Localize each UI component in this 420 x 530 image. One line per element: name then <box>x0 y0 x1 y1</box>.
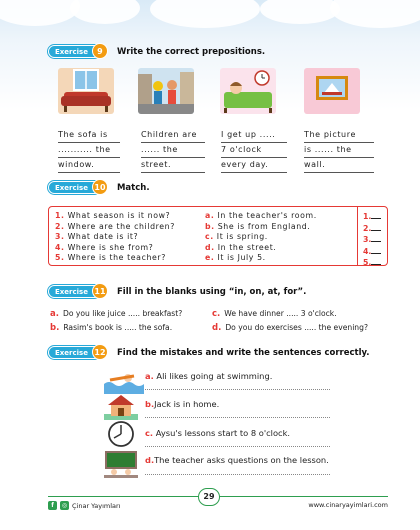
list-item: d. In the street. <box>205 242 277 252</box>
sentence-line: window. <box>58 159 120 173</box>
house-picture <box>104 392 138 420</box>
sentence-block <box>221 129 287 174</box>
exercise-11-header <box>48 285 306 298</box>
answer-blank[interactable]: 1. <box>363 211 387 223</box>
girl-waking-up-picture <box>220 68 276 114</box>
exercise-9-header <box>48 45 265 58</box>
exercise-number: 12 <box>92 344 108 360</box>
answer-line[interactable] <box>145 417 330 418</box>
cloud-decoration <box>70 0 140 24</box>
answer-blanks <box>357 207 387 265</box>
fill-item: d. Do you do exercises ..... the evening? <box>212 323 368 333</box>
sentence-line: street. <box>141 159 205 173</box>
sentence-line: ........... the <box>58 144 120 158</box>
sentence-line: ...... the <box>141 144 205 158</box>
exercise-title: Write the correct prepositions. <box>116 46 266 57</box>
exercise-12-header <box>48 346 369 359</box>
list-item: e. It is July 5. <box>205 253 266 262</box>
cloud-decoration <box>0 0 80 26</box>
question-list <box>55 211 175 264</box>
answer-line[interactable] <box>145 474 330 475</box>
sentence-block <box>304 129 374 174</box>
mistake-sentence: b.Jack is in home. <box>145 399 220 409</box>
sentence-line: I get up ..... <box>221 129 287 143</box>
list-item: 3. What date is it? <box>55 232 139 241</box>
answer-blank[interactable]: 5. <box>363 257 387 269</box>
sentence-line: is ...... the <box>304 144 374 158</box>
classroom-picture <box>104 450 138 478</box>
exercise-number: 9 <box>92 43 108 59</box>
exercise-badge: Exercise 9 <box>48 45 101 58</box>
sentence-block <box>58 129 120 174</box>
mistake-sentence: c. Aysu's lessons start to 8 o'clock. <box>145 428 291 438</box>
exercise-badge: Exercise 11 <box>48 285 101 298</box>
page-number: 29 <box>198 488 220 506</box>
answer-blank[interactable]: 4. <box>363 246 387 258</box>
fill-item: b. Rasim's book is ..... the sofa. <box>50 323 173 333</box>
exercise-10-header <box>48 181 150 194</box>
exercise-number: 11 <box>92 283 108 299</box>
sentence-line: every day. <box>221 159 287 173</box>
list-item: c. It is spring. <box>205 232 268 241</box>
mistake-sentence: d.The teacher asks questions on the lesson. <box>145 455 329 465</box>
sentence-line: wall. <box>304 159 374 173</box>
answer-blank[interactable]: 2. <box>363 223 387 235</box>
facebook-icon[interactable]: f <box>48 501 57 510</box>
answer-list <box>205 211 317 264</box>
sentence-line: The picture <box>304 129 374 143</box>
list-item: 4. Where is she from? <box>55 242 154 252</box>
sentence-line: Children are <box>141 129 205 143</box>
sentence-line: The sofa is <box>58 129 120 143</box>
list-item: 5. Where is the teacher? <box>55 253 166 262</box>
list-item: 1. What season is it now? <box>55 211 171 220</box>
cloud-decoration <box>260 0 340 24</box>
sentence-line: 7 o'clock <box>221 144 287 158</box>
fill-item: a. Do you like juice ..... breakfast? <box>50 309 183 319</box>
exercise-badge: Exercise 12 <box>48 346 101 359</box>
exercise-badge: Exercise 10 <box>48 181 101 194</box>
list-item: 2. Where are the children? <box>55 221 175 231</box>
cloud-decoration <box>330 0 420 28</box>
footer-brand <box>48 501 121 510</box>
website-link[interactable]: www.cinaryayimlari.com <box>308 501 388 509</box>
brand-name: Çinar Yayımları <box>72 501 121 510</box>
exercise-title: Match. <box>116 182 150 193</box>
fill-item: c. We have dinner ..... 3 o'clock. <box>212 309 337 319</box>
swimmer-picture <box>104 366 138 394</box>
instagram-icon[interactable]: ◎ <box>61 502 68 509</box>
answer-blank[interactable]: 3. <box>363 234 387 246</box>
answer-line[interactable] <box>145 446 330 447</box>
cloud-decoration <box>150 0 260 28</box>
exercise-title: Fill in the blanks using “in, on, at, for”. <box>116 286 307 297</box>
match-box <box>48 206 388 266</box>
mistake-sentence: a. Ali likes going at swimming. <box>145 371 273 381</box>
exercise-title: Find the mistakes and write the sentences correctly. <box>116 347 370 358</box>
list-item: a. In the teacher's room. <box>205 211 317 220</box>
exercise-number: 10 <box>92 179 108 195</box>
sentence-block <box>141 129 205 174</box>
picture-on-wall-picture <box>304 68 360 114</box>
children-street-picture <box>138 68 194 114</box>
sofa-window-picture <box>58 68 114 114</box>
list-item: b. She is from England. <box>205 221 311 231</box>
clock-picture <box>104 420 138 448</box>
answer-line[interactable] <box>145 389 330 390</box>
